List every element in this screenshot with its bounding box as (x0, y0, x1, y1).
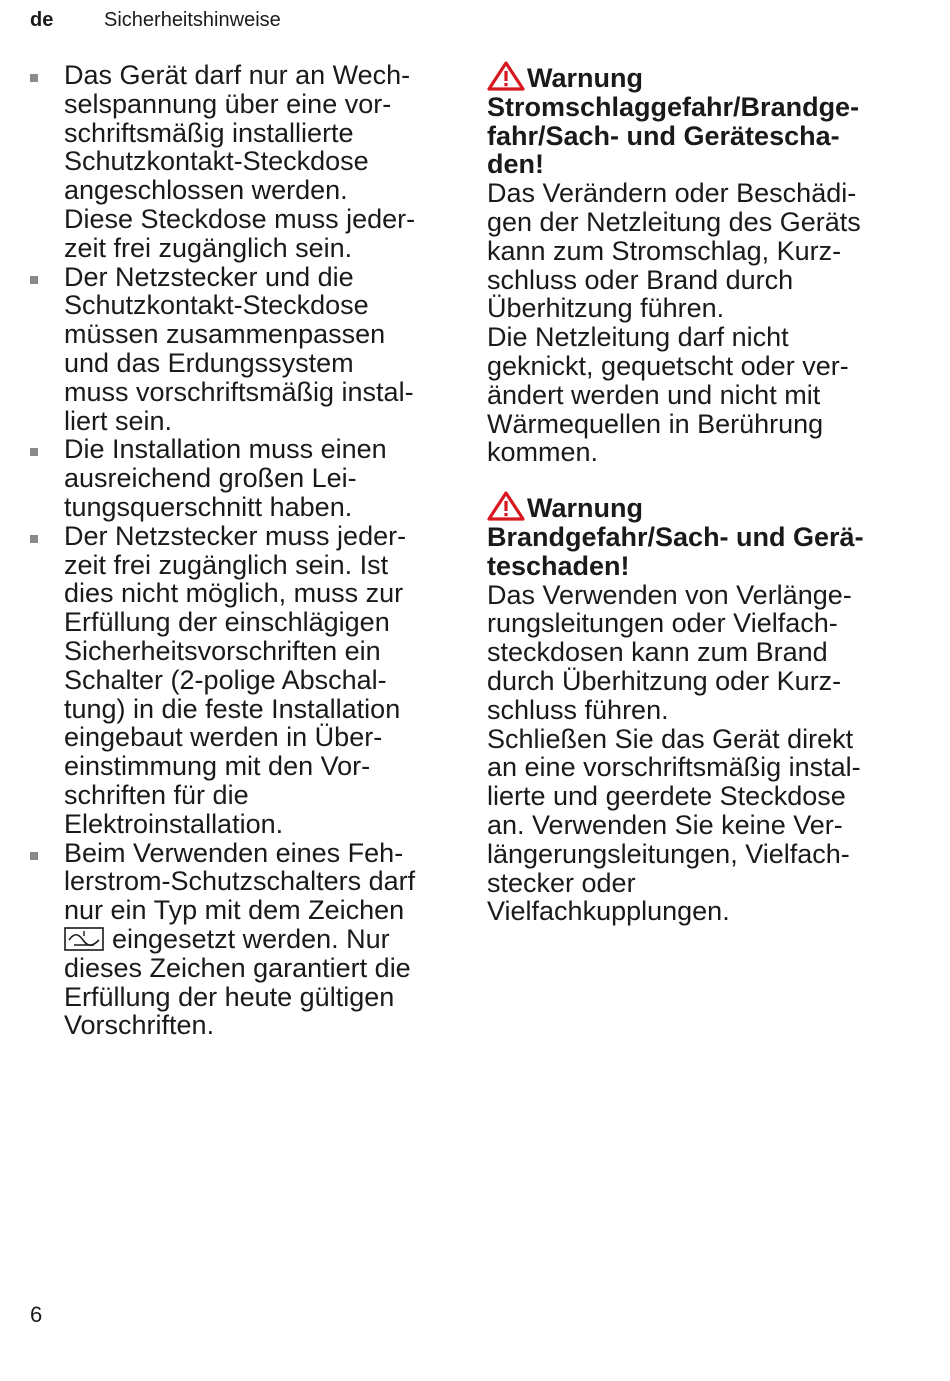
warning-paragraph (487, 323, 927, 467)
text-line: und das Erdungssystem (64, 347, 354, 378)
text-line: stecker oder (487, 867, 636, 898)
bullet-square-icon (30, 448, 38, 456)
warning-heading (487, 61, 927, 93)
rcd-type-symbol-icon (64, 927, 104, 951)
left-column (30, 61, 460, 1040)
text-line: tungsquerschnitt haben. (64, 491, 353, 522)
text-line: Schließen Sie das Gerät direkt (487, 723, 854, 754)
text-line: ausreichend großen Lei- (64, 463, 357, 494)
warning-triangle-icon (487, 491, 525, 521)
text-line: kann zum Stromschlag, Kurz- (487, 235, 842, 266)
warning-paragraph (487, 581, 927, 725)
text-line: Schutzkontakt-Steckdose (64, 290, 369, 321)
text-line: Erfüllung der einschlägigen (64, 607, 390, 638)
page-number: 6 (30, 1302, 43, 1327)
right-column (487, 61, 927, 950)
list-item (30, 522, 460, 839)
list-item (30, 435, 460, 521)
text-line: zeit frei zugänglich sein. (64, 232, 353, 263)
warning-title (487, 491, 927, 580)
bullet-square-icon (30, 852, 38, 860)
text-line: muss vorschriftsmäßig instal- (64, 376, 414, 407)
text-line: zeit frei zugänglich sein. Ist (64, 549, 389, 580)
text-line: Erfüllung der heute gültigen (64, 981, 395, 1012)
text-line: Der Netzstecker und die (64, 261, 354, 292)
warning-block (487, 61, 927, 467)
text-line: schriften für die (64, 779, 249, 810)
text-line: Das Verwenden von Verlänge- (487, 579, 852, 610)
text-line: lerstrom-Schutzschalters darf (64, 866, 416, 897)
text-line: Überhitzung führen. (487, 293, 725, 324)
list-item (30, 61, 460, 263)
text-line: Beim Verwenden eines Feh- (64, 837, 404, 868)
bullet-square-icon (30, 535, 38, 543)
warning-triangle-icon (487, 61, 525, 91)
warning-paragraph (487, 725, 927, 927)
text-line: längerungsleitungen, Vielfach- (487, 838, 850, 869)
text-line: Elektroinstallation. (64, 808, 284, 839)
text-line: Das Gerät darf nur an Wech- (64, 60, 411, 90)
text-line: Schutzkontakt-Steckdose (64, 146, 369, 177)
text-line: rungsleitungen oder Vielfach- (487, 608, 838, 639)
symbol-line-text: eingesetzt werden. Nur (112, 923, 390, 954)
text-line: angeschlossen werden. (64, 175, 348, 206)
list-item (30, 263, 460, 436)
bullet-square-icon (30, 74, 38, 82)
text-line: dies nicht möglich, muss zur (64, 578, 404, 609)
text-line: selspannung über eine vor- (64, 88, 392, 119)
text-line: tung) in die feste Installation (64, 693, 401, 724)
text-line: Schalter (2-polige Abschal- (64, 664, 387, 695)
warning-label: Warnung (527, 63, 643, 93)
warning-title-line: den! (487, 149, 544, 180)
text-line: steckdosen kann zum Brand (487, 637, 828, 668)
section-title: Sicherheitshinweise (104, 9, 281, 31)
text-line: liert sein. (64, 405, 173, 436)
text-line: einstimmung mit den Vor- (64, 751, 371, 782)
text-line: Die Installation muss einen (64, 434, 387, 465)
text-line: durch Überhitzung oder Kurz- (487, 665, 842, 696)
warning-paragraph (487, 179, 927, 323)
safety-bullet-list (30, 61, 460, 1040)
text-line: Sicherheitsvorschriften ein (64, 635, 381, 666)
text-line: nur ein Typ mit dem Zeichen (64, 895, 405, 926)
text-line: Die Netzleitung darf nicht (487, 322, 789, 353)
warning-title-line: Stromschlaggefahr/Brandge- (487, 91, 860, 122)
text-line: gen der Netzleitung des Geräts (487, 206, 861, 237)
text-line: Vorschriften. (64, 1010, 215, 1041)
language-code: de (30, 9, 54, 31)
text-line: Vielfachkupplungen. (487, 896, 730, 927)
warning-label: Warnung (527, 493, 643, 524)
bullet-square-icon (30, 276, 38, 284)
text-line: Wärmequellen in Berührung (487, 408, 824, 439)
text-line: ändert werden und nicht mit (487, 379, 821, 410)
text-line: geknickt, gequetscht oder ver- (487, 350, 849, 381)
warning-title-line: Brandgefahr/Sach- und Gerä- (487, 521, 864, 552)
text-line: Diese Steckdose muss jeder- (64, 203, 416, 234)
text-line: Der Netzstecker muss jeder- (64, 520, 407, 551)
text-line: müssen zusammenpassen (64, 319, 386, 350)
list-item (30, 839, 460, 1041)
text-line: schluss oder Brand durch (487, 264, 794, 295)
text-line: schluss führen. (487, 694, 669, 725)
text-line: kommen. (487, 437, 599, 468)
warning-block (487, 491, 927, 926)
warning-title-line: fahr/Sach- und Geräteschа- (487, 120, 840, 151)
page-header (30, 8, 281, 32)
warning-title (487, 61, 927, 179)
text-line: eingebaut werden in Über- (64, 722, 383, 753)
text-line: Das Verändern oder Beschädi- (487, 178, 857, 209)
text-line: schriftsmäßig installierte (64, 117, 354, 148)
text-line: an. Verwenden Sie keine Ver- (487, 809, 843, 840)
warning-heading (487, 491, 927, 523)
text-line: lierte und geerdete Steckdose (487, 781, 846, 812)
warning-title-line: teschaden! (487, 550, 630, 581)
text-line: an eine vorschriftsmäßig instal- (487, 752, 861, 783)
text-line: dieses Zeichen garantiert die (64, 952, 411, 983)
text-line-with-symbol (64, 925, 460, 954)
